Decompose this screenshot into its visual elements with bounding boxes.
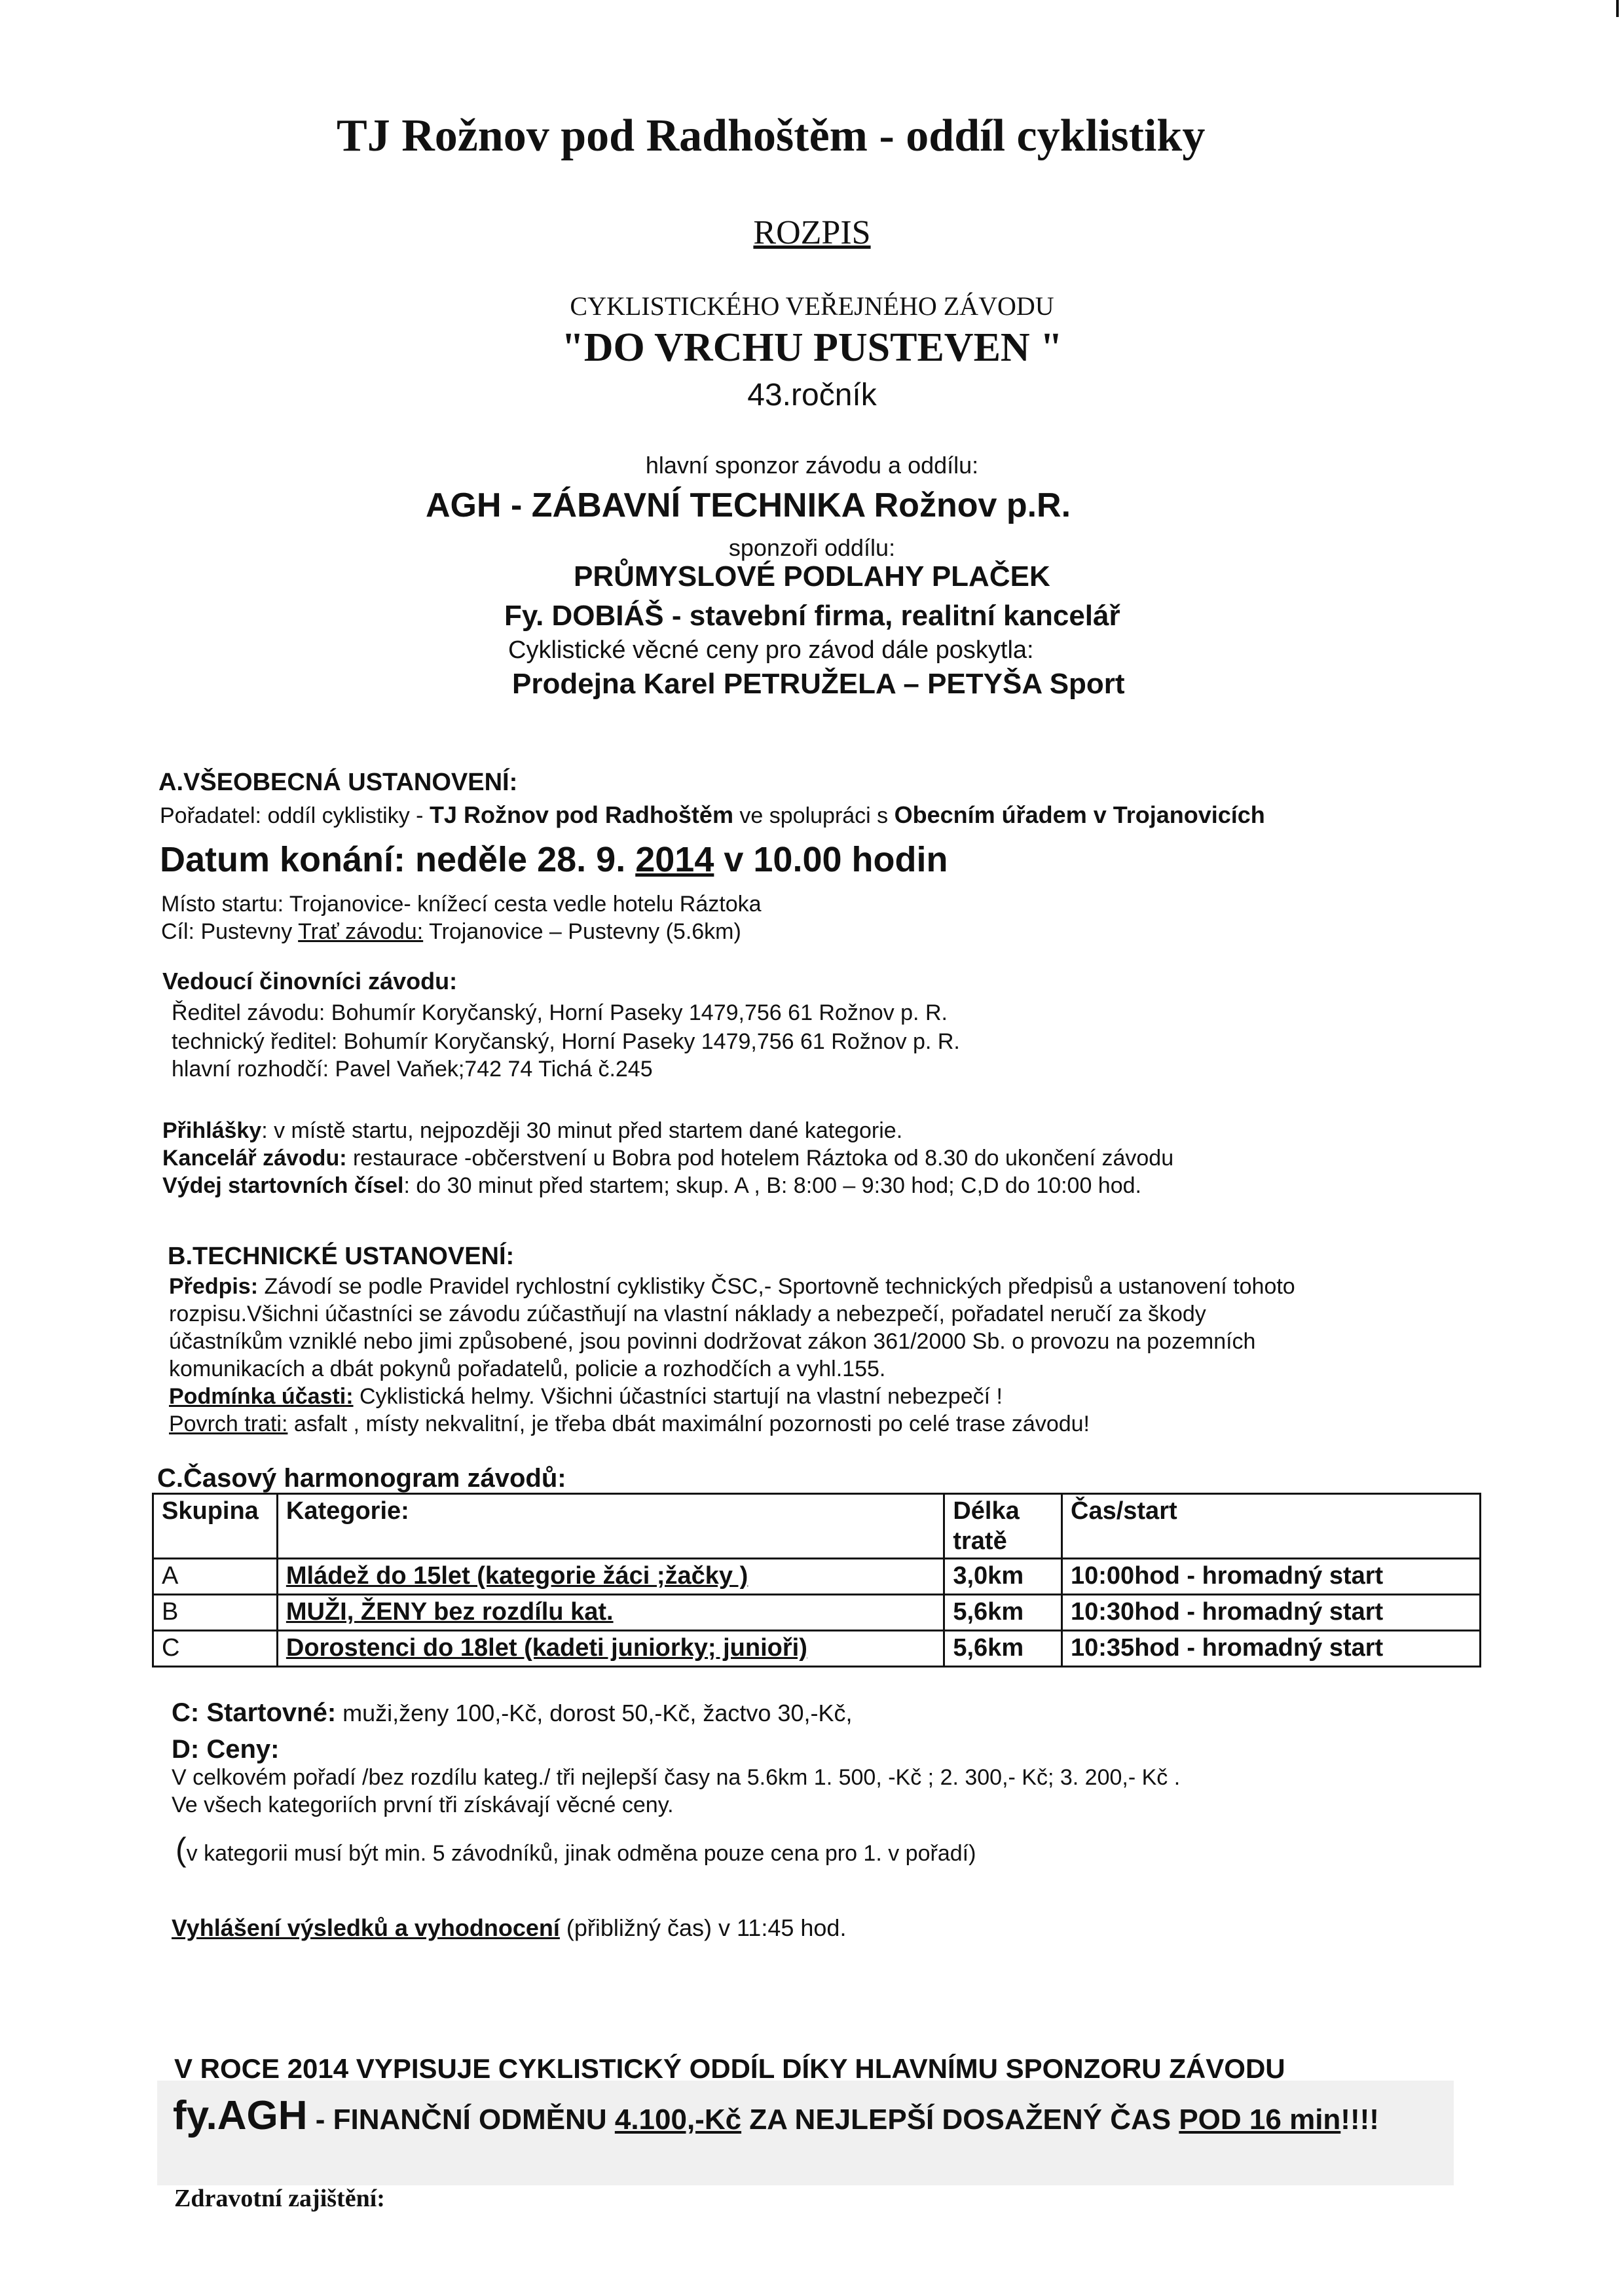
track-label: Trať závodu:	[298, 919, 424, 944]
doc-type-title: ROZPIS	[753, 214, 871, 251]
prizes-line-2: Ve všech kategoriích první tři získávají věcné ceny.	[172, 1793, 674, 1817]
surface-label: Povrch trati:	[169, 1412, 288, 1436]
banner-line-2	[173, 2092, 1379, 2139]
technical-director: technický ředitel: Bohumír Koryčanský, Horní Paseky 1479,756 61 Rožnov p. R.	[172, 1029, 960, 1054]
table-row	[153, 1631, 1481, 1667]
edition: 43.ročník	[747, 378, 877, 412]
race-name: "DO VRCHU PUSTEVEN "	[561, 325, 1063, 370]
registration-label: Přihlášky	[162, 1118, 262, 1143]
surface-line	[169, 1412, 1090, 1437]
prizes-note	[175, 1831, 976, 1868]
section-b-title: B.TECHNICKÉ USTANOVENÍ:	[168, 1243, 515, 1270]
row-category: Dorostenci do 18let (kadeti juniorky; junioři)	[277, 1631, 944, 1667]
banner-text-a: - FINANČNÍ ODMĚNU	[307, 2104, 615, 2136]
col-header-start: Čas/start	[1062, 1494, 1481, 1559]
start-place: Místo startu: Trojanovice- knížecí cesta vedle hotelu Ráztoka	[161, 892, 762, 917]
scan-corner-mark	[1616, 0, 1619, 17]
rules-line-4: komunikacích a dbát pokynů pořadatelů, policie a rozhodčích a vyhl.155.	[169, 1357, 886, 1381]
track-value: Trojanovice – Pustevny (5.6km)	[423, 919, 741, 944]
schedule-header-row	[153, 1494, 1481, 1559]
row-start: 10:35hod - hromadný start	[1062, 1631, 1481, 1667]
col-header-group: Skupina	[153, 1494, 278, 1559]
row-category: Mládež do 15let (kategorie žáci ;žačky )	[277, 1559, 944, 1595]
prizes-label: D: Ceny:	[172, 1735, 280, 1764]
office-value: restaurace -občerstvení u Bobra pod hotelem Ráztoka od 8.30 do ukončení závodu	[346, 1146, 1174, 1171]
results-line	[172, 1914, 846, 1942]
numbers-line	[162, 1173, 1141, 1199]
fee-line	[172, 1698, 852, 1728]
club-sponsor-2: Fy. DOBIÁŠ - stavební firma, realitní kancelář	[504, 600, 1120, 632]
banner-limit: POD 16 min	[1179, 2104, 1341, 2136]
organizer-line	[160, 801, 1265, 829]
row-length: 5,6km	[944, 1595, 1062, 1631]
row-group: A	[153, 1559, 278, 1595]
row-start: 10:30hod - hromadný start	[1062, 1595, 1481, 1631]
health-label: Zdravotní zajištění:	[174, 2185, 385, 2212]
doc-subtitle: CYKLISTICKÉHO VEŘEJNÉHO ZÁVODU	[570, 291, 1054, 321]
rules-line-2: rozpisu.Všichni účastníci se závodu zúčastňují na vlastní náklady a nebezpečí, pořadatel neručí za škody	[169, 1302, 1206, 1326]
section-c-title: C.Časový harmonogram závodů:	[157, 1464, 566, 1493]
main-sponsor-label: hlavní sponzor závodu a oddílu:	[645, 452, 979, 479]
date-label: Datum konání: neděle 28. 9.	[160, 840, 636, 879]
banner-sponsor: fy.AGH	[173, 2093, 308, 2138]
chief-referee: hlavní rozhodčí: Pavel Vaňek;742 74 Tichá č.245	[172, 1057, 653, 1082]
results-value: (přibližný čas) v 11:45 hod.	[559, 1914, 847, 1941]
condition-label: Podmínka účasti:	[169, 1384, 354, 1409]
race-date	[160, 839, 948, 880]
registration-value: : v místě startu, nejpozději 30 minut před startem dané kategorie.	[261, 1118, 903, 1143]
office-label: Kancelář závodu:	[162, 1146, 347, 1171]
rules-line-3: účastníkům vzniklé nebo jimi způsobené, jsou povinni dodržovat zákon 361/2000 Sb. o provozu na pozemních	[169, 1329, 1256, 1354]
club-sponsors-label: sponzoři oddílu:	[728, 534, 896, 561]
numbers-value: : do 30 minut před startem; skup. A , B: 8:00 – 9:30 hod; C,D do 10:00 hod.	[403, 1173, 1141, 1198]
banner-amount: 4.100,-Kč	[614, 2104, 742, 2136]
finish-label: Cíl: Pustevny	[161, 919, 299, 944]
rules-label: Předpis:	[169, 1274, 259, 1299]
finish-line	[161, 919, 741, 945]
schedule-table	[152, 1493, 1481, 1667]
banner-text-b: ZA NEJLEPŠÍ DOSAŽENÝ ČAS	[741, 2104, 1179, 2136]
prizes-shop: Prodejna Karel PETRUŽELA – PETYŠA Sport	[512, 668, 1125, 700]
note-text: v kategorii musí být min. 5 závodníků, jinak odměna pouze cena pro 1. v pořadí)	[186, 1841, 976, 1866]
section-a-title: A.VŠEOBECNÁ USTANOVENÍ:	[158, 769, 518, 796]
club-sponsor-1: PRŮMYSLOVÉ PODLAHY PLAČEK	[574, 560, 1050, 592]
fee-value: muži,ženy 100,-Kč, dorost 50,-Kč, žactvo 30,-Kč,	[336, 1700, 853, 1726]
organizer-mid: ve spolupráci s	[733, 803, 895, 828]
results-label: Vyhlášení výsledků a vyhodnocení	[172, 1914, 560, 1941]
officials-title: Vedoucí činovníci závodu:	[162, 968, 458, 994]
condition-value: Cyklistická helmy. Všichni účastníci startují na vlastní nebezpečí !	[353, 1384, 1003, 1409]
banner-end: !!!!	[1340, 2104, 1379, 2136]
row-length: 5,6km	[944, 1631, 1062, 1667]
race-director: Ředitel závodu: Bohumír Koryčanský, Horní Paseky 1479,756 61 Rožnov p. R.	[172, 1000, 948, 1025]
office-line	[162, 1146, 1173, 1171]
condition-line	[169, 1384, 1003, 1410]
prizes-line-1: V celkovém pořadí /bez rozdílu kateg./ tři nejlepší časy na 5.6km 1. 500, -Kč ; 2. 300,- Kč; 3. 200,- Kč .	[172, 1765, 1181, 1790]
main-sponsor: AGH - ZÁBAVNÍ TECHNIKA Rožnov p.R.	[426, 486, 1071, 524]
rules-line-1	[169, 1274, 1295, 1300]
fee-label: C: Startovné:	[172, 1698, 337, 1727]
prizes-sponsor-label: Cyklistické věcné ceny pro závod dále poskytla:	[508, 636, 1034, 664]
table-row	[153, 1595, 1481, 1631]
row-group: C	[153, 1631, 278, 1667]
organizer-label: Pořadatel: oddíl cyklistiky -	[160, 803, 430, 828]
date-time: v 10.00 hodin	[714, 840, 948, 879]
row-length: 3,0km	[944, 1559, 1062, 1595]
numbers-label: Výdej startovních čísel	[162, 1173, 404, 1198]
rules-text-1: Závodí se podle Pravidel rychlostní cyklistiky ČSC,- Sportovně technických předpisů a ustanovení tohoto	[258, 1274, 1295, 1299]
date-year: 2014	[635, 840, 714, 879]
org-title: TJ Rožnov pod Radhoštěm - oddíl cyklistiky	[337, 111, 1206, 161]
registration-line	[162, 1118, 902, 1144]
row-start: 10:00hod - hromadný start	[1062, 1559, 1481, 1595]
row-category: MUŽI, ŽENY bez rozdílu kat.	[277, 1595, 944, 1631]
row-group: B	[153, 1595, 278, 1631]
col-header-category: Kategorie:	[277, 1494, 944, 1559]
note-paren: (	[175, 1831, 187, 1868]
organizer-name: TJ Rožnov pod Radhoštěm	[429, 801, 733, 828]
table-row	[153, 1559, 1481, 1595]
col-header-length: Délka tratě	[944, 1494, 1062, 1559]
organizer-partner: Obecním úřadem v Trojanovicích	[894, 801, 1265, 828]
surface-value: asfalt , místy nekvalitní, je třeba dbát maximální pozornosti po celé trase závodu!	[287, 1412, 1090, 1436]
banner-line-1: V ROCE 2014 VYPISUJE CYKLISTICKÝ ODDÍL DÍKY HLAVNÍMU SPONZORU ZÁVODU	[174, 2053, 1285, 2084]
